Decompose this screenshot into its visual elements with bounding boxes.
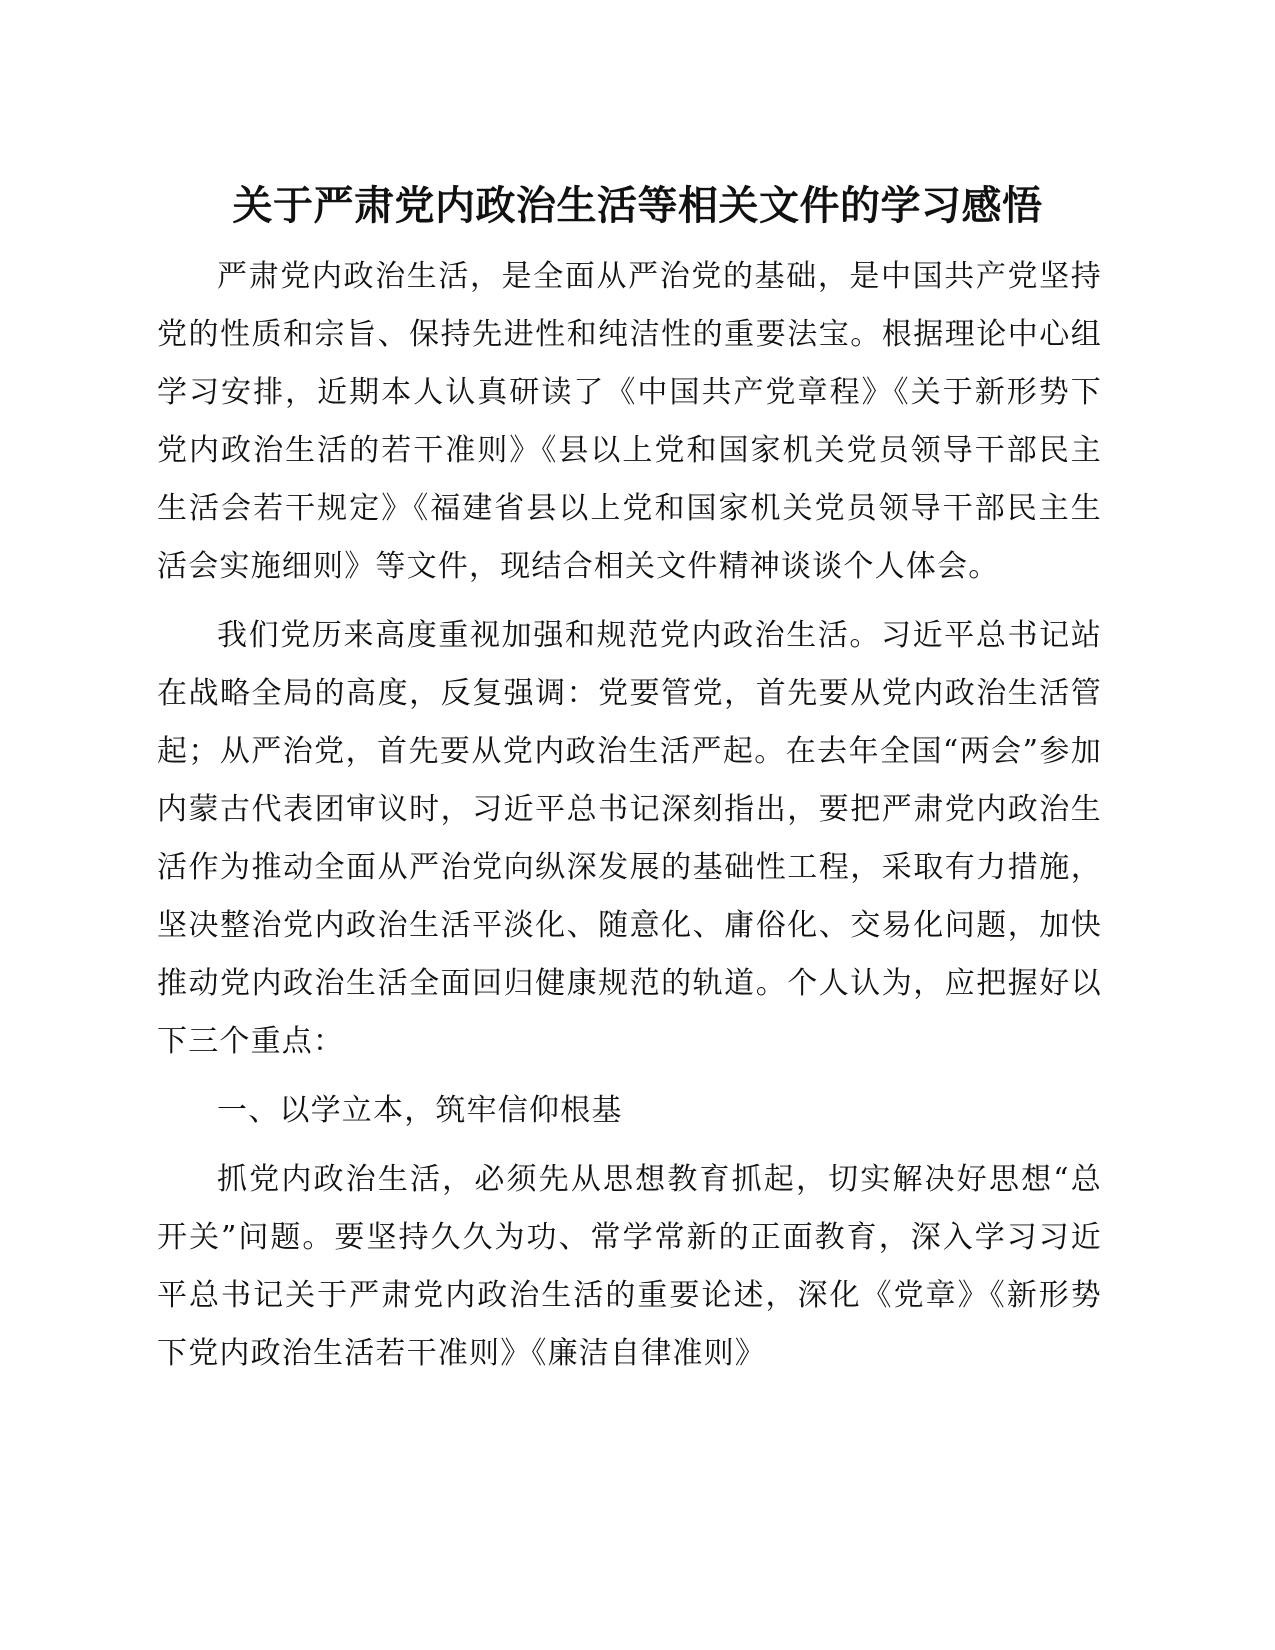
paragraph-intro: 严肃党内政治生活，是全面从严治党的基础，是中国共产党坚持党的性质和宗旨、保持先进性和纯洁性的重要法宝。根据理论中心组学习安排，近期本人认真研读了《中国共产党章程》《关于新形势下党内政治生活的若干准则》《县以上党和国家机关党员领导干部民主生活会若干规定》《福建省县以上党和国家机关党员领导干部民主生活会实施细则》等文件，现结合相关文件精神谈谈个人体会。: [157, 259, 1102, 584]
document-title: 关于严肃党内政治生活等相关文件的学习感悟: [232, 183, 1043, 229]
section-heading-1: 一、以学立本，筑牢信仰根基: [217, 1093, 623, 1128]
document-body: [157, 248, 1102, 1394]
paragraph-section-1: 抓党内政治生活，必须先从思想教育抓起，切实解决好思想“总开关”问题。要坚持久久为功、常学常新的正面教育，深入学习习近平总书记关于严肃党内政治生活的重要论述，深化《党章》《新形势下党内政治生活若干准则》《廉洁自律准则》: [157, 1162, 1102, 1371]
paragraph-background: 我们党历来高度重视加强和规范党内政治生活。习近平总书记站在战略全局的高度，反复强调：党要管党，首先要从党内政治生活管起；从严治党，首先要从党内政治生活严起。在去年全国“两会”参加内蒙古代表团审议时，习近平总书记深刻指出，要把严肃党内政治生活作为推动全面从严治党向纵深发展的基础性工程，采取有力措施，坚决整治党内政治生活平淡化、随意化、庸俗化、交易化问题，加快推动党内政治生活全面回归健康规范的轨道。个人认为，应把握好以下三个重点：: [157, 618, 1102, 1059]
